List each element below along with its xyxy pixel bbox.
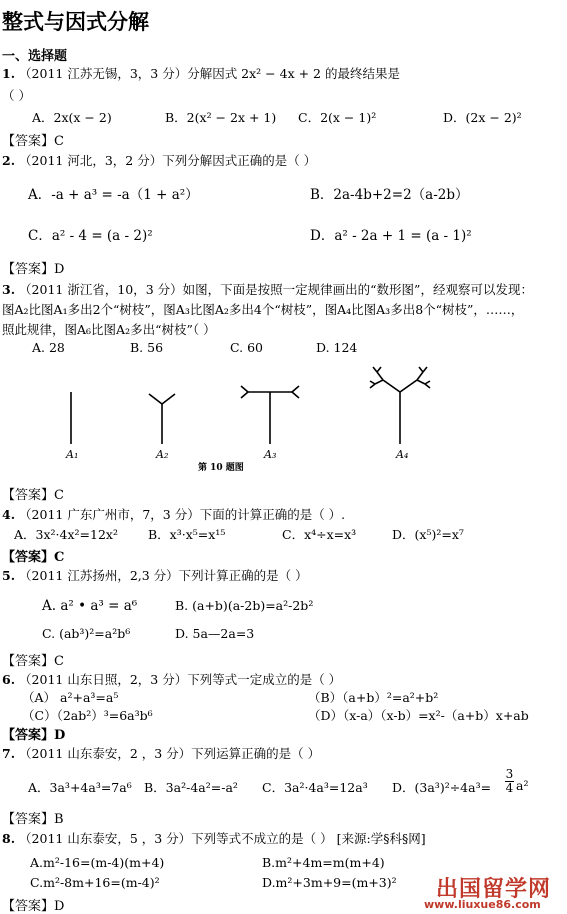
option-d: （D）（x-a）（x-b）=x²-（a+b）x+ab <box>308 708 529 723</box>
option-b: B. (a+b)(a-2b)=a²-2b² <box>175 598 314 613</box>
option-c: C．x⁴÷x=x³ <box>282 527 357 542</box>
option-a: （A） a²+a³=a⁵ <box>22 690 119 705</box>
option-a: A. 28 <box>32 340 65 355</box>
question-stem: （2011 广东广州市，7，3 分）下面的计算正确的是（ ）. <box>19 507 346 522</box>
option-d: D.m²+3m+9=(m+3)² <box>262 875 397 890</box>
option-b: （B）（a+b）²=a²+b² <box>308 690 439 705</box>
answer-4: 【答案】C <box>2 550 65 565</box>
question-number: 3. <box>2 282 16 297</box>
option-d: D．(3a³)²÷4a³= <box>392 780 492 795</box>
question-stem: （2011 山东泰安，2 ，3 分）下列运算正确的是（ ） <box>19 746 321 761</box>
question-7 <box>2 744 320 762</box>
figure-label-a1: A₁ <box>66 448 79 461</box>
question-6 <box>2 670 341 688</box>
option-d: D．a² - 2a + 1 = (a - 1)² <box>310 228 472 244</box>
figure-label-a3: A₃ <box>264 448 277 461</box>
option-c: C. (ab³)²=a²b⁶ <box>42 626 131 641</box>
answer-value: D <box>54 728 66 743</box>
question-number: 2. <box>2 153 16 168</box>
answer-8: 【答案】D <box>2 899 65 914</box>
question-stem: （2011 浙江省，10，3 分）如图，下面是按照一定规律画出的“数形图”，经观察可以发现： <box>19 282 533 297</box>
question-stem-cont: （ ） <box>2 88 31 103</box>
option-b: B．3a²-4a²=-a² <box>144 780 238 795</box>
question-3 <box>2 280 533 298</box>
question-4 <box>2 505 345 523</box>
question-8 <box>2 829 426 847</box>
answer-6: 【答案】D <box>2 728 66 743</box>
figure-caption: 第 10 题图 <box>198 463 244 473</box>
option-c: C.m²-8m+16=(m-4)² <box>30 875 160 890</box>
answer-value: C <box>54 550 65 565</box>
fraction-numerator: 3 <box>505 767 514 781</box>
option-b: B．2a-4b+2=2（a-2b） <box>310 187 469 203</box>
fraction-denominator: 4 <box>505 781 514 795</box>
option-d: D．(2x − 2)² <box>443 110 522 125</box>
answer-value: D <box>54 899 65 914</box>
answer-value: C <box>54 654 64 669</box>
option-a: A．3x²·4x²=12x² <box>14 527 118 542</box>
option-b: B．2(x² − 2x + 1) <box>165 110 277 125</box>
fraction-tail: a² <box>516 778 529 793</box>
option-c: C．3a²·4a³=12a³ <box>262 780 368 795</box>
option-a: A．2x(x − 2) <box>32 110 112 125</box>
option-b: B. 56 <box>130 340 164 355</box>
answer-value: D <box>54 262 65 277</box>
answer-value: C <box>54 488 64 503</box>
section-heading: 一、选择题 <box>2 49 68 64</box>
question-number: 7. <box>2 746 16 761</box>
answer-3: 【答案】C <box>2 488 64 503</box>
fraction <box>505 768 514 795</box>
question-stem: （2011 山东日照，2，3 分）下列等式一定成立的是（ ） <box>19 672 342 687</box>
figure-label-a4: A₄ <box>396 448 409 461</box>
question-5 <box>2 566 308 584</box>
question-stem: （2011 江苏扬州，2,3 分）下列计算正确的是（ ） <box>19 568 308 583</box>
answer-value: B <box>54 812 64 827</box>
option-d: D．(x⁵)²=x⁷ <box>392 527 464 542</box>
option-d: D. 5a—2a=3 <box>175 626 255 641</box>
answer-5: 【答案】C <box>2 654 64 669</box>
tree-a4 <box>370 367 430 444</box>
answer-2: 【答案】D <box>2 262 65 277</box>
option-b: B.m²+4m=m(m+4) <box>262 855 385 870</box>
question-stem: （2011 河北，3，2 分）下列分解因式正确的是（ ） <box>19 153 317 168</box>
tree-figure <box>55 362 435 472</box>
question-number: 4. <box>2 507 16 522</box>
question-2 <box>2 151 316 169</box>
tree-a3 <box>241 386 299 444</box>
answer-7: 【答案】B <box>2 812 64 827</box>
page-title: 整式与因式分解 <box>2 10 149 34</box>
figure-label-a2: A₂ <box>156 448 169 461</box>
option-a: A．3a³+4a³=7a⁶ <box>28 780 132 795</box>
option-d: D. 124 <box>316 340 358 355</box>
watermark-logo: 出国留学网 <box>436 877 552 902</box>
option-a: A. a² • a³ = a⁶ <box>42 598 138 614</box>
question-number: 8. <box>2 831 16 846</box>
option-c: C．2(x − 1)² <box>298 110 377 125</box>
watermark-url: www.liuxue86.com <box>424 898 541 911</box>
question-stem-cont: 照此规律，图A₆比图A₂多出“树枝”（ ） <box>2 322 216 337</box>
question-number: 6. <box>2 672 16 687</box>
option-c: C. 60 <box>230 340 263 355</box>
answer-value: C <box>54 134 64 149</box>
option-b: B．x³·x⁵=x¹⁵ <box>148 527 226 542</box>
question-number: 5. <box>2 568 16 583</box>
question-number: 1. <box>2 66 16 81</box>
tree-a2 <box>149 394 175 444</box>
answer-1: 【答案】C <box>2 134 64 149</box>
question-stem: （2011 江苏无锡，3，3 分）分解因式 2x² − 4x + 2 的最终结果是 <box>19 66 400 81</box>
option-a: A．-a + a³ = -a（1 + a²） <box>28 187 199 203</box>
option-c: （C）（2ab²）³=6a³b⁶ <box>22 708 153 723</box>
question-stem-cont: 图A₂比图A₁多出2个“树枝”，图A₃比图A₂多出4个“树枝”，图A₄比图A₃多出8个“树枝”，……， <box>2 302 524 317</box>
question-stem: （2011 山东泰安，5 ，3 分）下列等式不成立的是（ ） [来源:学§科§网] <box>19 831 426 846</box>
question-1 <box>2 64 400 82</box>
option-c: C．a² - 4 = (a - 2)² <box>28 228 153 244</box>
option-a: A.m²-16=(m-4)(m+4) <box>30 855 165 870</box>
